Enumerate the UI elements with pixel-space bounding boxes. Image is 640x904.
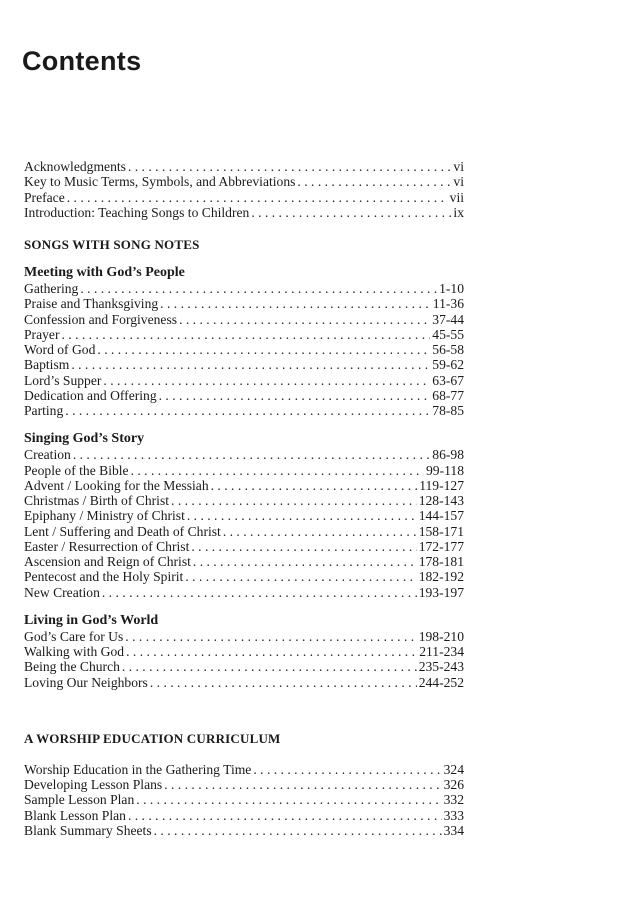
table-of-contents [24, 159, 464, 838]
dot-leader [154, 823, 442, 838]
toc-entry-page: 59-62 [432, 357, 464, 373]
toc-entry-label: Baptism [24, 357, 70, 373]
dot-leader [297, 174, 451, 189]
toc-entry [24, 493, 464, 508]
toc-entry [24, 463, 464, 478]
toc-entry [24, 478, 464, 493]
toc-entry-label: Advent / Looking for the Messiah [24, 477, 209, 493]
toc-entry-label: Pentecost and the Holy Spirit [24, 569, 184, 585]
toc-entry-label: Parting [24, 403, 64, 418]
dot-leader [131, 463, 424, 478]
dot-leader [128, 159, 451, 174]
toc-entry-page: 68-77 [432, 387, 464, 403]
toc-entry-page: 326 [443, 777, 464, 792]
songs-section-heading: SONGS WITH SONG NOTES [24, 237, 200, 252]
curriculum-list [24, 762, 464, 838]
toc-entry-label: People of the Bible [24, 462, 129, 478]
toc-entry [24, 403, 464, 418]
toc-entry-label: Loving Our Neighbors [24, 674, 148, 690]
toc-entry-page: 1-10 [439, 281, 464, 296]
dot-leader [102, 585, 417, 600]
group-list-story [24, 447, 464, 600]
toc-entry-label: Worship Education in the Gathering Time [24, 761, 252, 777]
toc-entry-page: ix [453, 204, 464, 220]
toc-entry-label: Ascension and Reign of Christ [24, 554, 191, 569]
toc-entry-page: 158-171 [418, 523, 464, 539]
dot-leader [126, 644, 417, 659]
toc-entry [24, 554, 464, 569]
dot-leader [136, 792, 441, 807]
toc-entry-label: Christmas / Birth of Christ [24, 493, 170, 508]
toc-entry [24, 447, 464, 462]
toc-entry [24, 644, 464, 659]
toc-entry-page: 182-192 [418, 569, 464, 585]
page-title: Contents [22, 46, 142, 76]
toc-entry-label: Key to Music Terms, Symbols, and Abbreviations [24, 174, 296, 190]
toc-entry [24, 569, 464, 584]
toc-entry [24, 281, 464, 296]
dot-leader [80, 281, 437, 296]
toc-entry-label: Easter / Resurrection of Christ [24, 538, 190, 554]
group-heading-story: Singing God’s Story [24, 431, 145, 447]
toc-entry [24, 174, 464, 189]
toc-entry [24, 823, 464, 838]
toc-entry-page: 334 [443, 822, 464, 838]
toc-entry-label: Confession and Forgiveness [24, 311, 178, 327]
toc-entry-page: 235-243 [418, 659, 464, 675]
toc-entry-label: Walking with God [24, 644, 125, 659]
dot-leader [193, 554, 417, 569]
toc-entry-page: 99-118 [425, 462, 464, 478]
dot-leader [185, 569, 416, 584]
toc-entry [24, 629, 464, 644]
toc-entry-page: vi [453, 174, 464, 190]
dot-leader [67, 190, 448, 205]
dot-leader [103, 373, 430, 388]
toc-entry-label: Preface [24, 189, 65, 205]
toc-entry [24, 659, 464, 674]
toc-entry-label: Acknowledgments [24, 159, 126, 174]
dot-leader [97, 342, 430, 357]
toc-entry-page: vii [449, 189, 464, 205]
toc-entry [24, 762, 464, 777]
toc-entry-page: 172-177 [418, 538, 464, 554]
toc-entry-label: Developing Lesson Plans [24, 777, 163, 792]
toc-entry [24, 777, 464, 792]
dot-leader [73, 447, 430, 462]
toc-entry-page: vi [453, 159, 464, 174]
dot-leader [159, 388, 431, 403]
dot-leader [150, 675, 417, 690]
toc-entry-page: 119-127 [419, 477, 464, 493]
toc-entry [24, 373, 464, 388]
dot-leader [71, 357, 430, 372]
toc-entry [24, 524, 464, 539]
group-list-meeting [24, 281, 464, 418]
toc-entry-page: 193-197 [418, 584, 464, 600]
toc-entry [24, 792, 464, 807]
toc-entry-page: 78-85 [432, 403, 464, 418]
dot-leader [211, 478, 418, 493]
toc-entry-page: 56-58 [432, 342, 464, 357]
toc-entry-label: Prayer [24, 326, 60, 342]
dot-leader [164, 777, 441, 792]
toc-entry-label: Praise and Thanksgiving [24, 296, 159, 312]
dot-leader [125, 629, 416, 644]
toc-entry-label: Lord’s Supper [24, 372, 102, 388]
dot-leader [171, 493, 417, 508]
dot-leader [251, 205, 451, 220]
toc-entry [24, 585, 464, 600]
front-matter-list [24, 159, 464, 220]
toc-entry [24, 312, 464, 327]
toc-entry [24, 190, 464, 205]
toc-entry [24, 342, 464, 357]
toc-entry [24, 205, 464, 220]
toc-entry-page: 198-210 [418, 628, 464, 644]
toc-entry-label: Lent / Suffering and Death of Christ [24, 523, 221, 539]
toc-entry [24, 296, 464, 311]
group-heading-world: Living in God’s World [24, 612, 159, 628]
toc-entry-label: New Creation [24, 584, 100, 600]
toc-entry-page: 144-157 [418, 508, 464, 524]
toc-entry-label: Dedication and Offering [24, 387, 157, 403]
toc-entry [24, 539, 464, 554]
toc-entry-label: Sample Lesson Plan [24, 792, 135, 808]
toc-entry-page: 324 [443, 761, 464, 777]
toc-entry-page: 45-55 [432, 326, 464, 342]
toc-entry [24, 388, 464, 403]
dot-leader [65, 403, 430, 418]
group-list-world [24, 629, 464, 690]
toc-entry-page: 37-44 [432, 311, 464, 327]
toc-entry-page: 11-36 [432, 296, 464, 312]
dot-leader [223, 524, 417, 539]
toc-entry [24, 357, 464, 372]
toc-entry-label: God’s Care for Us [24, 628, 124, 644]
toc-entry [24, 808, 464, 823]
dot-leader [160, 296, 431, 311]
toc-entry-page: 128-143 [418, 493, 464, 508]
curriculum-section-heading: A WORSHIP EDUCATION CURRICULUM [24, 730, 281, 746]
toc-entry-page: 86-98 [432, 447, 464, 463]
toc-entry-label: Epiphany / Ministry of Christ [24, 508, 185, 524]
toc-entry-page: 178-181 [418, 554, 464, 569]
toc-entry [24, 675, 464, 690]
group-heading-meeting: Meeting with God’s People [24, 265, 185, 280]
dot-leader [187, 508, 417, 523]
toc-entry-label: Blank Lesson Plan [24, 807, 126, 823]
toc-entry-label: Being the Church [24, 659, 120, 675]
dot-leader [191, 539, 416, 554]
toc-entry-page: 244-252 [418, 674, 464, 690]
dot-leader [253, 762, 441, 777]
toc-entry [24, 508, 464, 523]
toc-entry-page: 333 [443, 807, 464, 823]
toc-entry-label: Blank Summary Sheets [24, 822, 152, 838]
dot-leader [61, 327, 430, 342]
toc-entry-label: Introduction: Teaching Songs to Children [24, 204, 250, 220]
toc-entry-label: Word of God [24, 342, 96, 357]
toc-entry-label: Gathering [24, 281, 79, 296]
dot-leader [122, 659, 417, 674]
toc-entry [24, 159, 464, 174]
toc-entry-page: 332 [443, 792, 464, 808]
dot-leader [128, 808, 442, 823]
toc-entry [24, 327, 464, 342]
dot-leader [179, 312, 430, 327]
toc-entry-page: 63-67 [432, 372, 464, 388]
toc-entry-page: 211-234 [419, 644, 464, 659]
toc-entry-label: Creation [24, 447, 71, 463]
